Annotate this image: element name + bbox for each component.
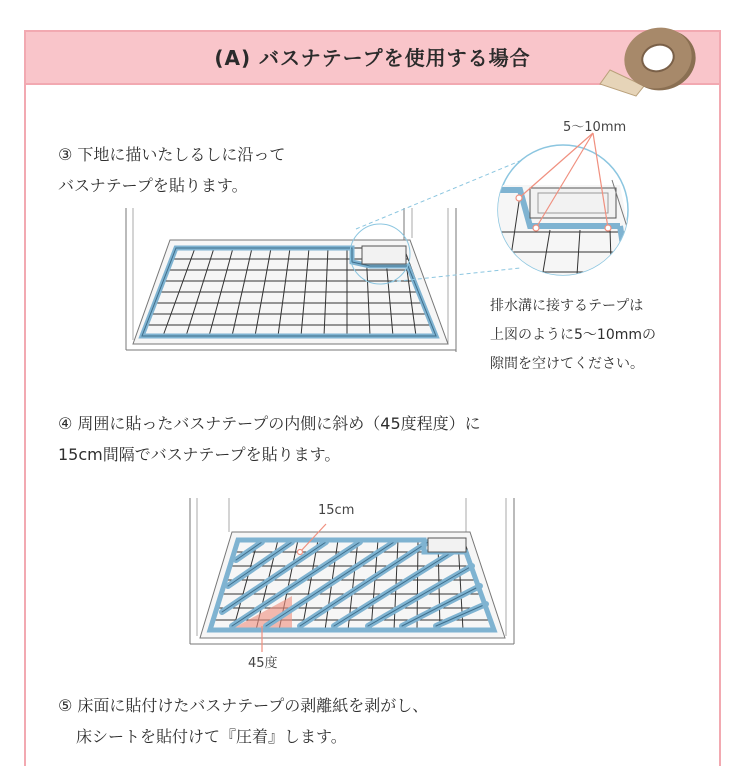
section-title: (A) バスナテープを使用する場合 [214, 46, 531, 70]
step4-line2: 15cm間隔でバスナテープを貼ります。 [58, 445, 341, 464]
gap-label: 5～10mm [563, 120, 627, 135]
drain-note-line3: 隙間を空けてください。 [490, 356, 644, 372]
spacing-label: 15cm [318, 503, 355, 518]
step3-line1: ③ 下地に描いたしるしに沿って [58, 145, 286, 164]
step3-line2: バスナテープを貼ります。 [58, 176, 248, 195]
angle-label: 45度 [248, 656, 278, 671]
drain-note-line2: 上図のように5～10mmの [490, 327, 656, 343]
step5-line2: 床シートを貼付けて『圧着』します。 [76, 727, 347, 746]
step5-line1: ⑤ 床面に貼付けたバスナテープの剥離紙を剥がし、 [58, 696, 429, 715]
step4-line1: ④ 周囲に貼ったバスナテープの内側に斜め（45度程度）に [58, 414, 481, 433]
step5-text [58, 690, 428, 752]
drain-note-line1: 排水溝に接するテープは [490, 298, 644, 314]
